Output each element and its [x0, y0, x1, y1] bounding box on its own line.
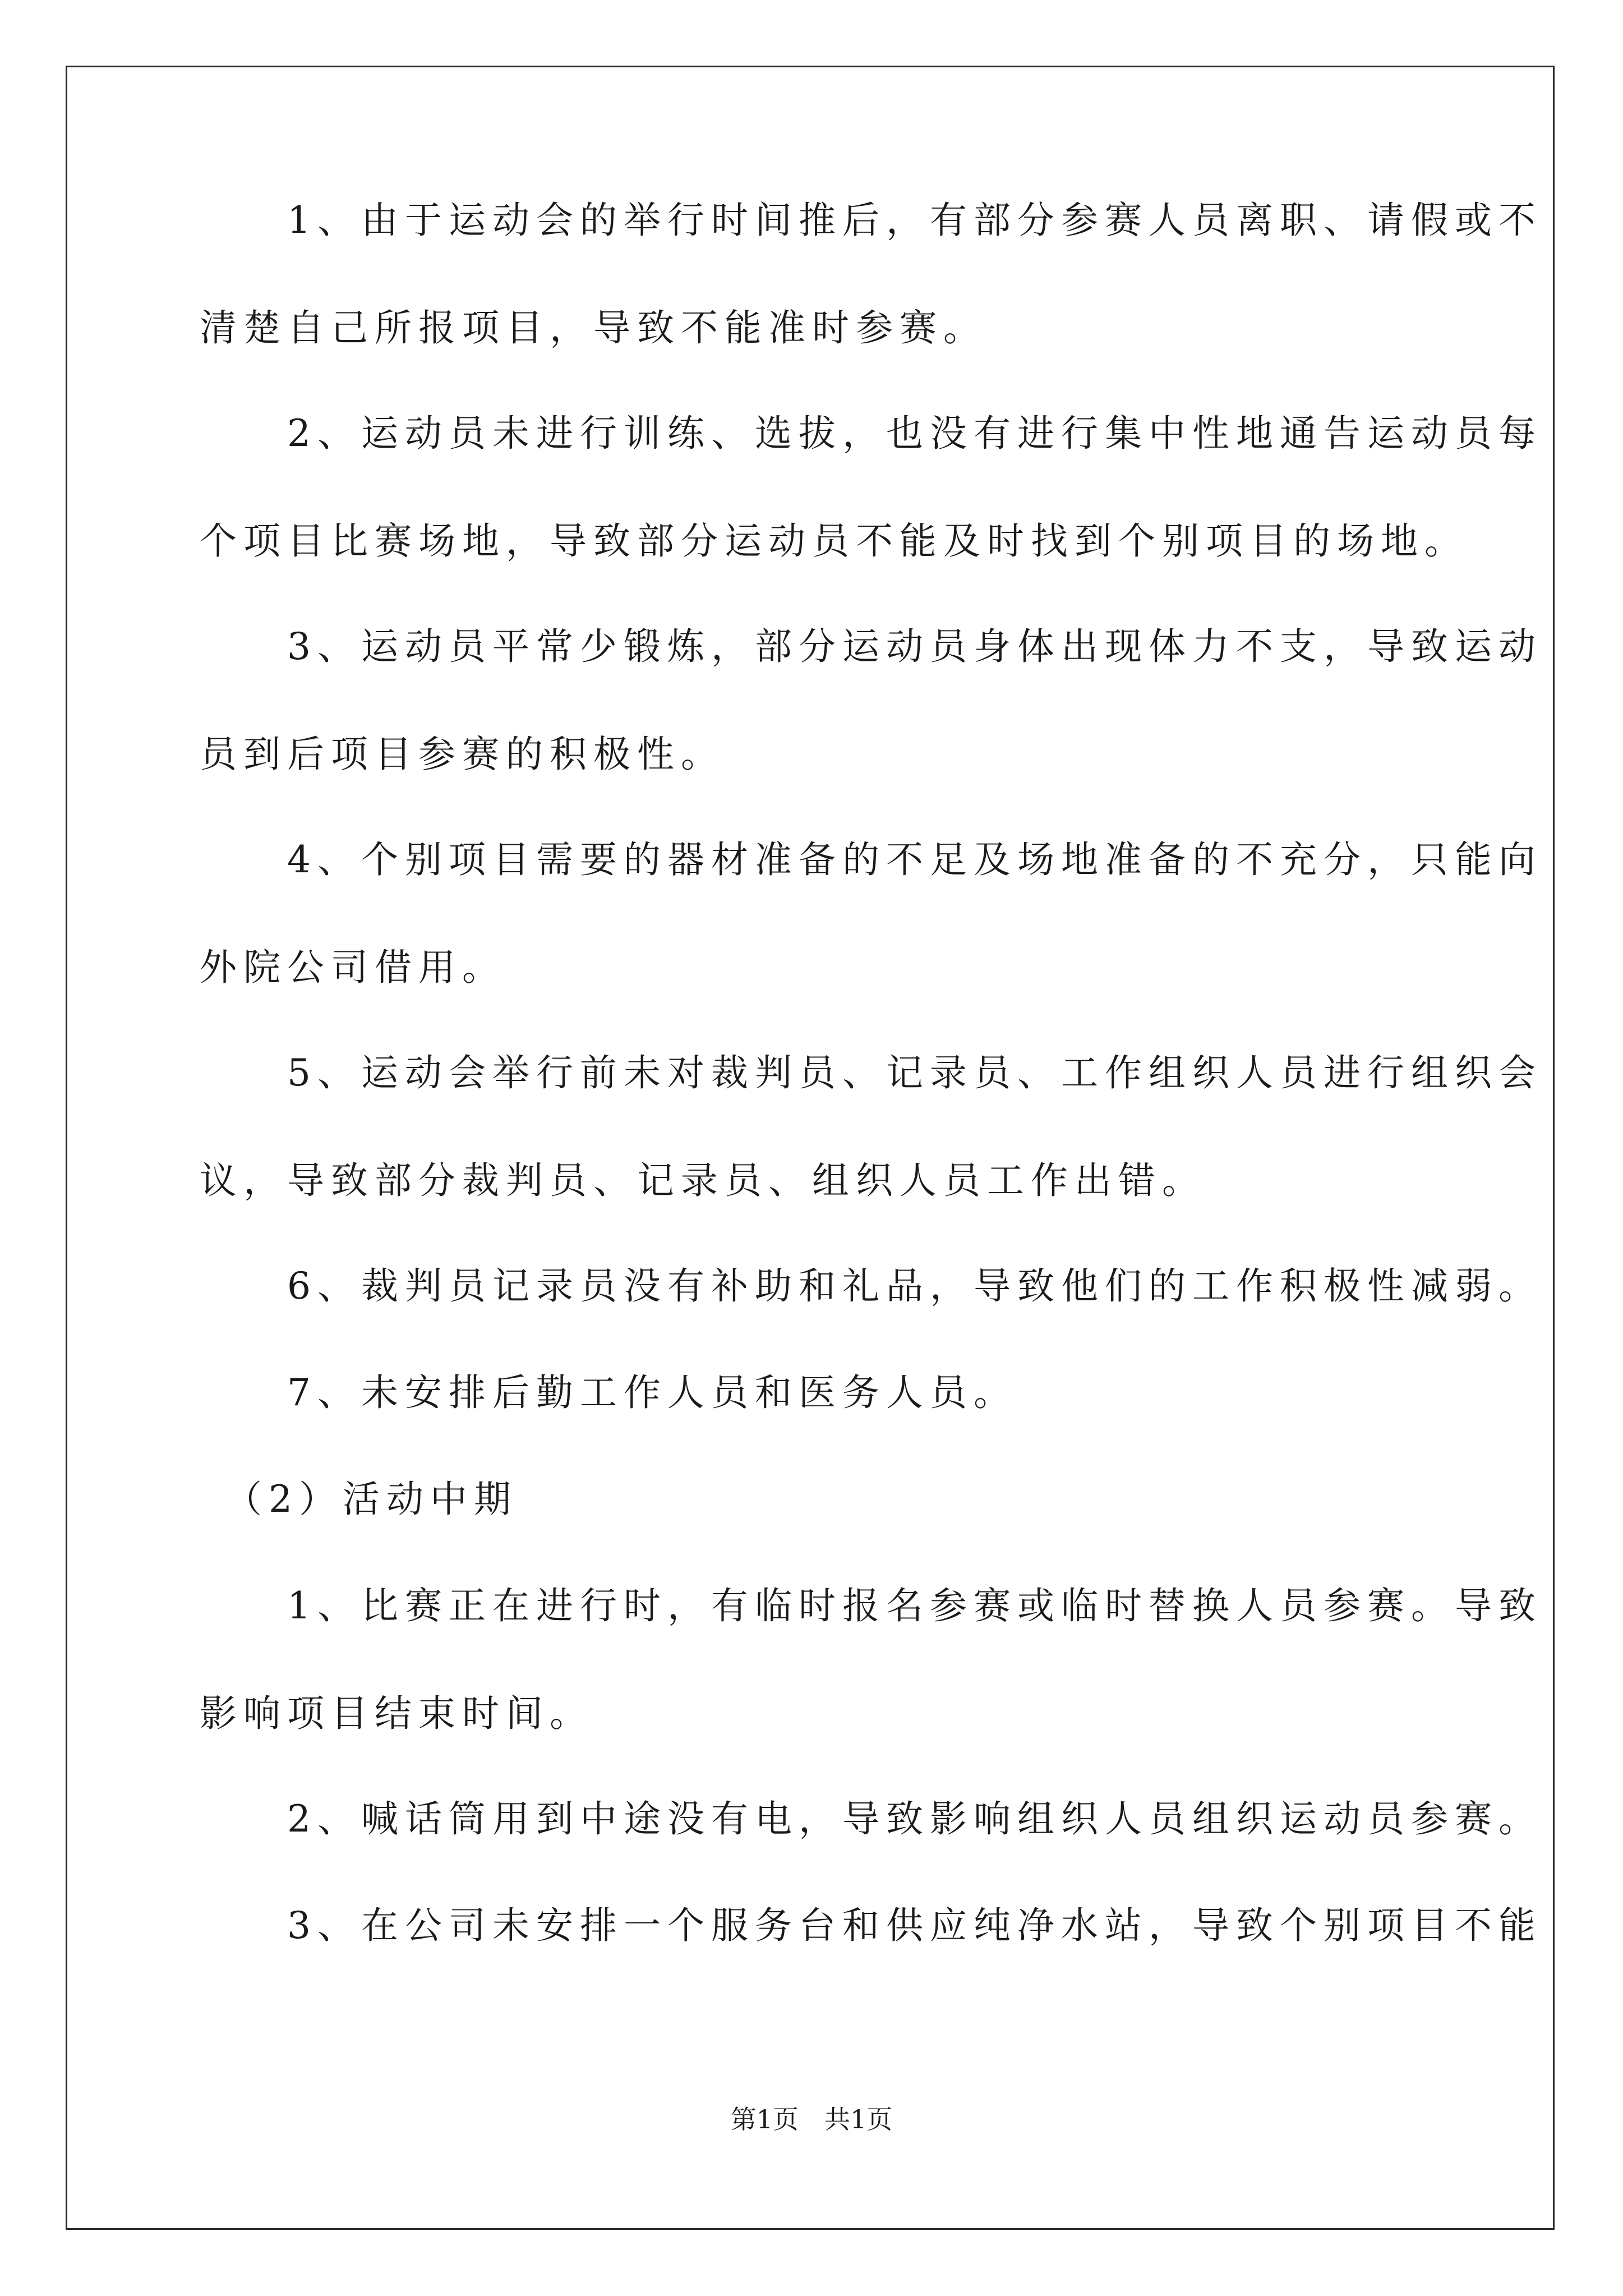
text-line: （2）活动中期	[200, 1478, 518, 1521]
text-line: 影响项目结束时间。	[200, 1692, 593, 1735]
paragraph-5	[200, 1051, 1542, 1202]
text-line: 3、运动员平常少锻炼，部分运动员身体出现体力不支，导致运动	[200, 625, 1542, 668]
text-line: 议，导致部分裁判员、记录员、组织人员工作出错。	[200, 1159, 1206, 1202]
text-line: 个项目比赛场地，导致部分运动员不能及时找到个别项目的场地。	[200, 519, 1468, 563]
text-line: 员到后项目参赛的积极性。	[200, 733, 725, 776]
text-line: 6、裁判员记录员没有补助和礼品，导致他们的工作积极性减弱。	[200, 1264, 1542, 1308]
text-line: 外院公司借用。	[200, 946, 506, 989]
paragraph-2	[200, 412, 1542, 563]
text-line: 2、喊话筒用到中途没有电，导致影响组织人员组织运动员参赛。	[200, 1797, 1542, 1841]
paragraph-4	[200, 838, 1542, 989]
text-line: 清楚自己所报项目，导致不能准时参赛。	[200, 306, 987, 349]
section-heading	[200, 1478, 518, 1521]
text-line: 2、运动员未进行训练、选拔，也没有进行集中性地通告运动员每	[200, 412, 1542, 455]
paragraph-1	[200, 199, 1542, 349]
text-line: 7、未安排后勤工作人员和医务人员。	[200, 1371, 1017, 1414]
paragraph-10	[200, 1904, 1542, 1947]
paragraph-6	[200, 1264, 1542, 1308]
text-line: 5、运动会举行前未对裁判员、记录员、工作组织人员进行组织会	[200, 1051, 1542, 1094]
paragraph-8	[200, 1584, 1542, 1735]
page-footer: 第1页 共1页	[730, 2104, 893, 2134]
paragraph-9	[200, 1797, 1542, 1841]
text-line: 3、在公司未安排一个服务台和供应纯净水站，导致个别项目不能	[200, 1904, 1542, 1947]
paragraph-3	[200, 625, 1542, 776]
text-line: 1、比赛正在进行时，有临时报名参赛或临时替换人员参赛。导致	[200, 1584, 1542, 1627]
text-line: 4、个别项目需要的器材准备的不足及场地准备的不充分，只能向	[200, 838, 1542, 881]
text-line: 1、由于运动会的举行时间推后，有部分参赛人员离职、请假或不	[200, 199, 1542, 242]
paragraph-7	[200, 1371, 1017, 1414]
